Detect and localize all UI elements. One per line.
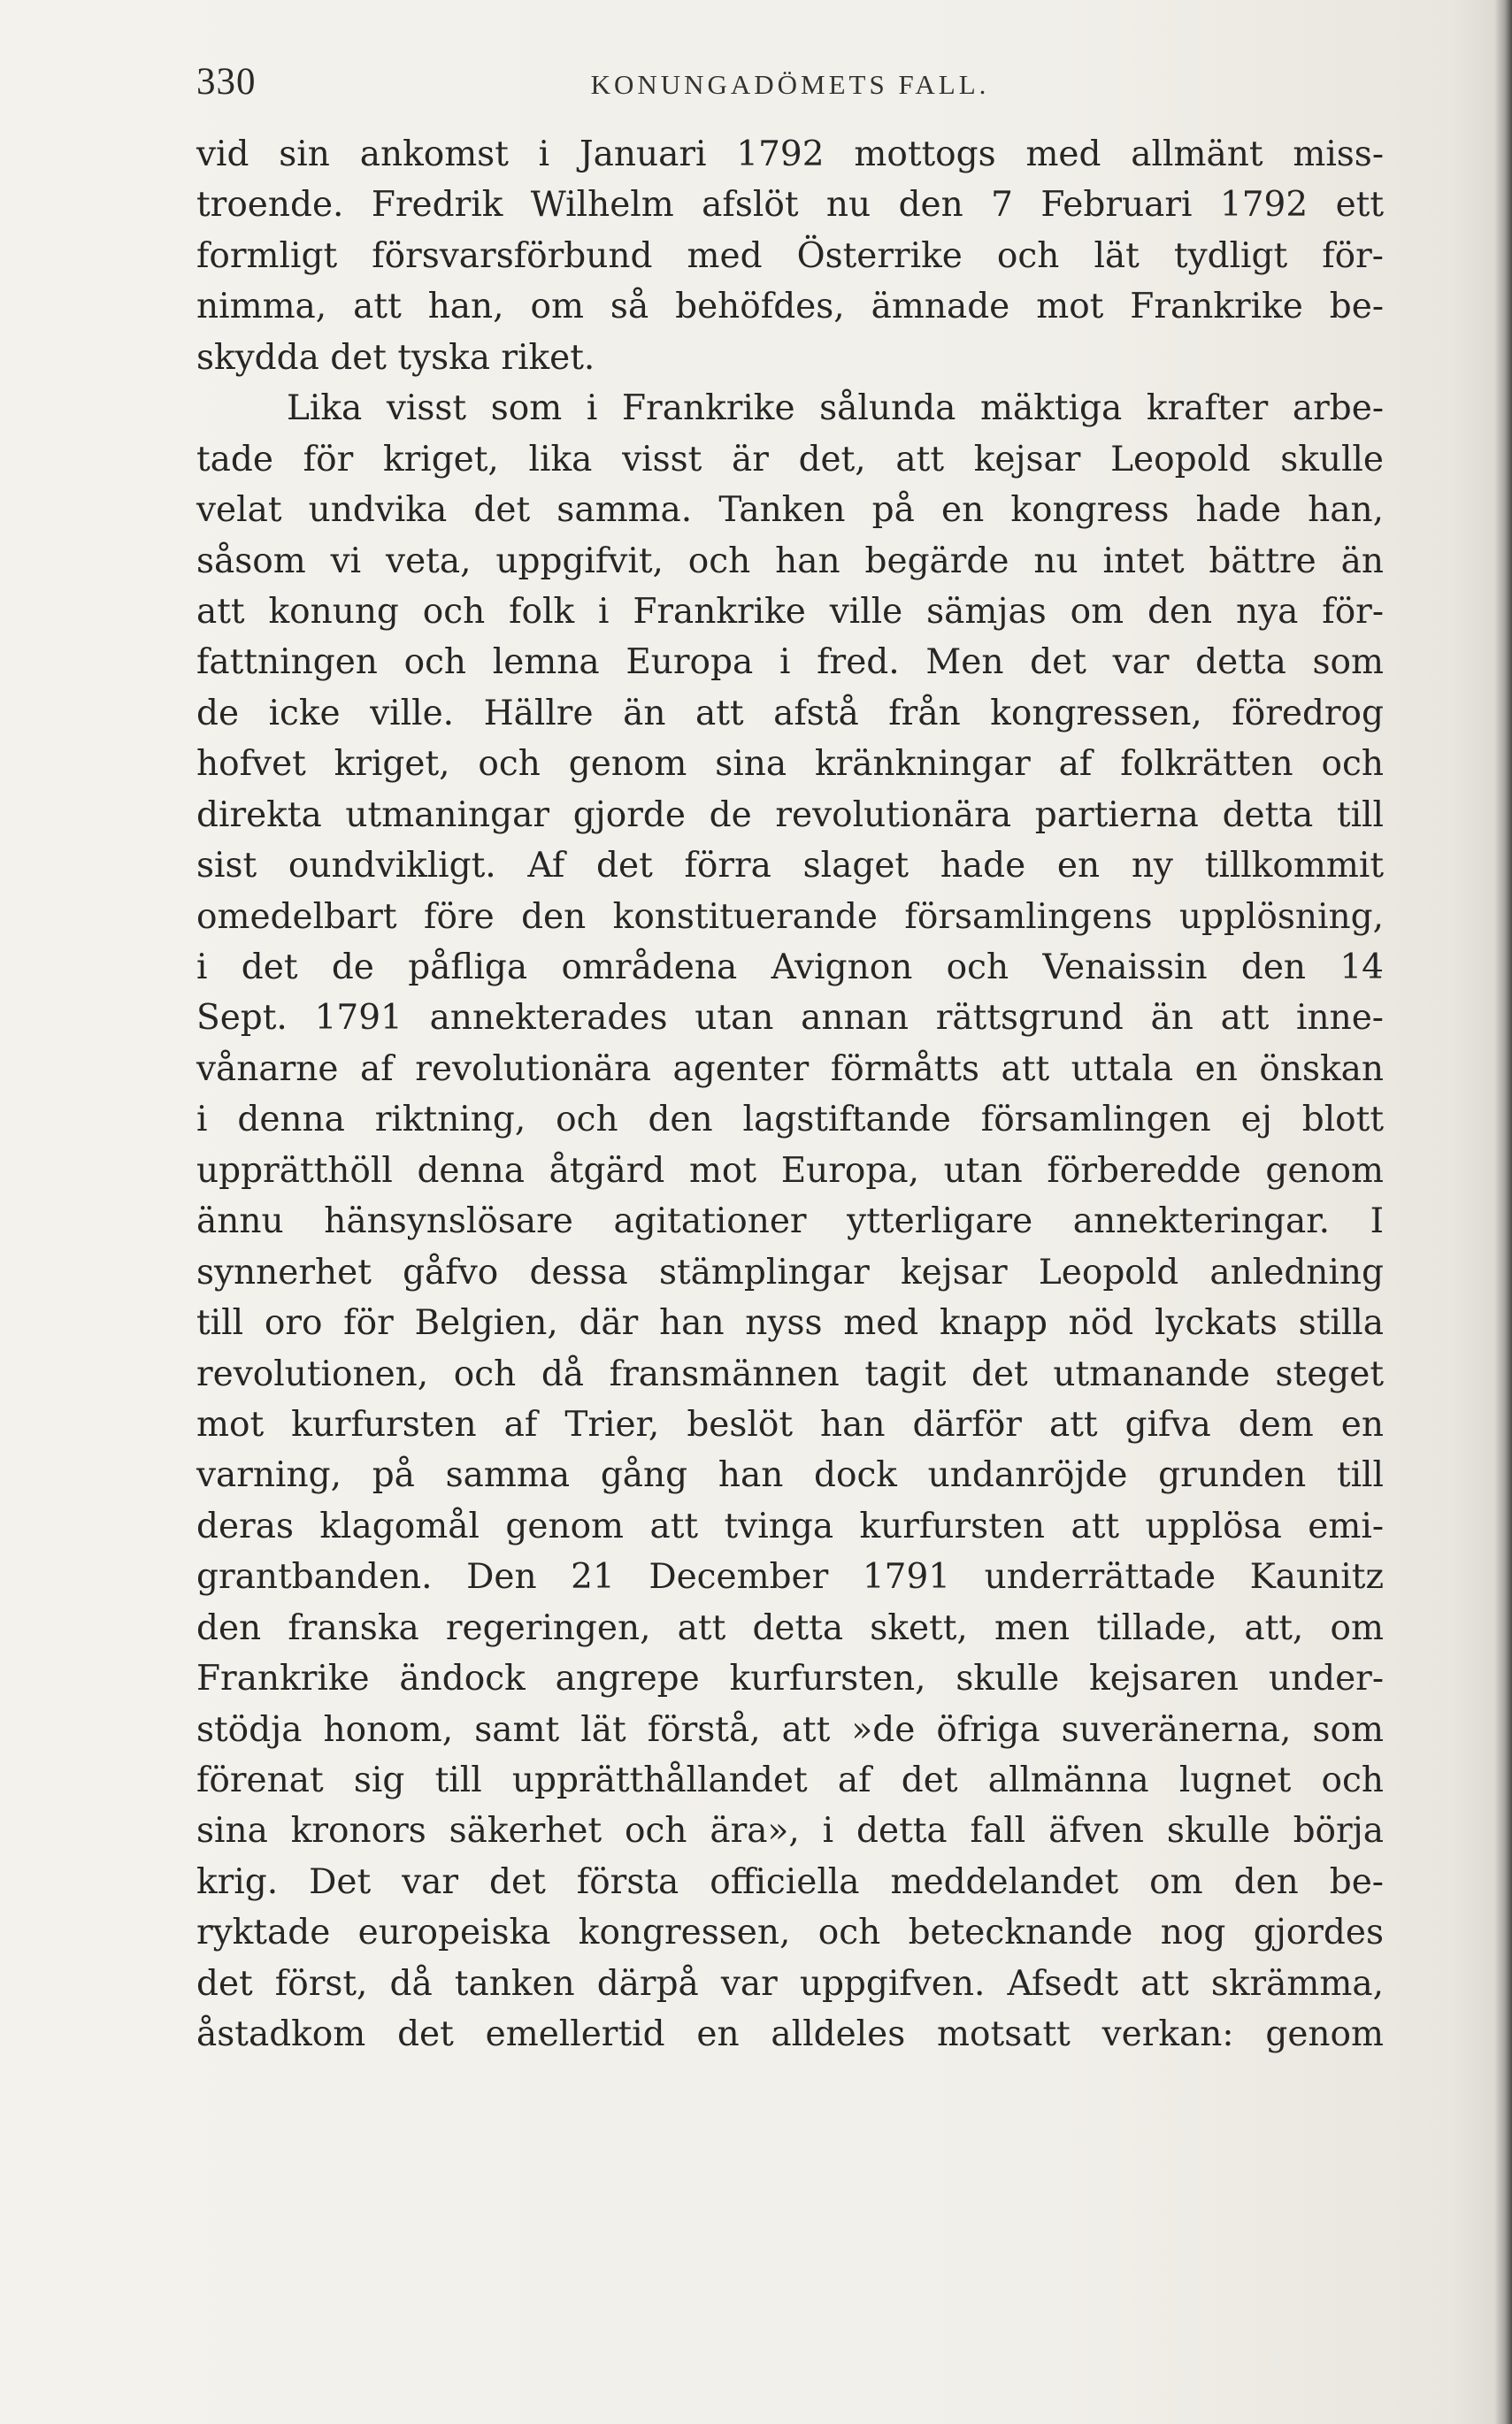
text-line: deras klagomål genom att tvinga kurfursten att upplösa emi- — [196, 1506, 1384, 1546]
text-line: att konung och folk i Frankrike ville sämjas om den nya för- — [196, 591, 1384, 632]
text-line: upprätthöll denna åtgärd mot Europa, utan förberedde genom — [196, 1150, 1384, 1191]
text-line: omedelbart före den konstituerande församlingens upplösning, — [196, 896, 1384, 937]
text-line: Lika visst som i Frankrike sålunda mäktiga krafter arbe- — [287, 388, 1384, 429]
text-line: vånarne af revolutionära agenter förmåtts att uttala en önskan — [196, 1048, 1384, 1089]
text-line: stödja honom, samt lät förstå, att »de öfriga suveränerna, som — [196, 1709, 1384, 1750]
text-line: till oro för Belgien, där han nyss med knapp nöd lyckats stilla — [196, 1303, 1384, 1344]
text-line: direkta utmaningar gjorde de revolutionära partierna detta till — [196, 794, 1384, 835]
text-line: troende. Fredrik Wilhelm afslöt nu den 7 Februari 1792 ett — [196, 185, 1384, 226]
text-line: varning, på samma gång han dock undanröjde grunden till — [196, 1455, 1384, 1496]
text-line: nimma, att han, om så behöfdes, ämnade mot Frankrike be- — [196, 287, 1384, 327]
text-line: sist oundvikligt. Af det förra slaget hade en ny tillkommit — [196, 846, 1384, 886]
text-line: i det de påfliga områdena Avignon och Venaissin den 14 — [196, 947, 1384, 987]
text-line: tade för kriget, lika visst är det, att kejsar Leopold skulle — [196, 439, 1384, 479]
text-line: Frankrike ändock angrepe kurfursten, skulle kejsaren under- — [196, 1659, 1384, 1699]
text-line: såsom vi veta, uppgifvit, och han begärde nu intet bättre än — [196, 541, 1384, 581]
text-line: hofvet kriget, och genom sina kränkningar af folkrätten och — [196, 744, 1384, 785]
text-line: de icke ville. Hällre än att afstå från kongressen, föredrog — [196, 693, 1384, 733]
page-edge-shadow — [1494, 0, 1512, 2424]
text-line: vid sin ankomst i Januari 1792 mottogs med allmänt miss- — [196, 134, 1384, 174]
text-line: fattningen och lemna Europa i fred. Men det var detta som — [196, 642, 1384, 683]
page-number: 330 — [196, 61, 257, 103]
text-line: synnerhet gåfvo dessa stämplingar kejsar Leopold anledning — [196, 1252, 1384, 1293]
body-text — [196, 129, 1384, 2060]
text-line: mot kurfursten af Trier, beslöt han därför att gifva dem en — [196, 1404, 1384, 1445]
text-line: skydda det tyska riket. — [196, 337, 595, 378]
text-line: grantbanden. Den 21 December 1791 underrättade Kaunitz — [196, 1557, 1384, 1598]
text-line: i denna riktning, och den lagstiftande församlingen ej blott — [196, 1100, 1384, 1140]
page-header — [196, 60, 1384, 113]
text-line: velat undvika det samma. Tanken på en kongress hade han, — [196, 490, 1384, 531]
text-line: krig. Det var det första officiella meddelandet om den be- — [196, 1861, 1384, 1902]
text-line: förenat sig till upprätthållandet af det allmänna lugnet och — [196, 1760, 1384, 1800]
text-line: ryktade europeiska kongressen, och betecknande nog gjordes — [196, 1913, 1384, 1953]
text-line: ännu hänsynslösare agitationer ytterligare annekteringar. I — [196, 1201, 1384, 1242]
text-line: formligt försvarsförbund med Österrike och lät tydligt för- — [196, 235, 1384, 276]
text-line: sina kronors säkerhet och ära», i detta fall äfven skulle börja — [196, 1811, 1384, 1852]
running-head: KONUNGADÖMETS FALL. — [590, 69, 990, 100]
text-line: det först, då tanken därpå var uppgifven. Afsedt att skrämma, — [196, 1963, 1384, 2004]
text-line: den franska regeringen, att detta skett, men tillade, att, om — [196, 1607, 1384, 1648]
text-line: åstadkom det emellertid en alldeles motsatt verkan: genom — [196, 2014, 1384, 2055]
text-line: revolutionen, och då fransmännen tagit det utmanande steget — [196, 1354, 1384, 1394]
text-line: Sept. 1791 annekterades utan annan rättsgrund än att inne- — [196, 998, 1384, 1039]
